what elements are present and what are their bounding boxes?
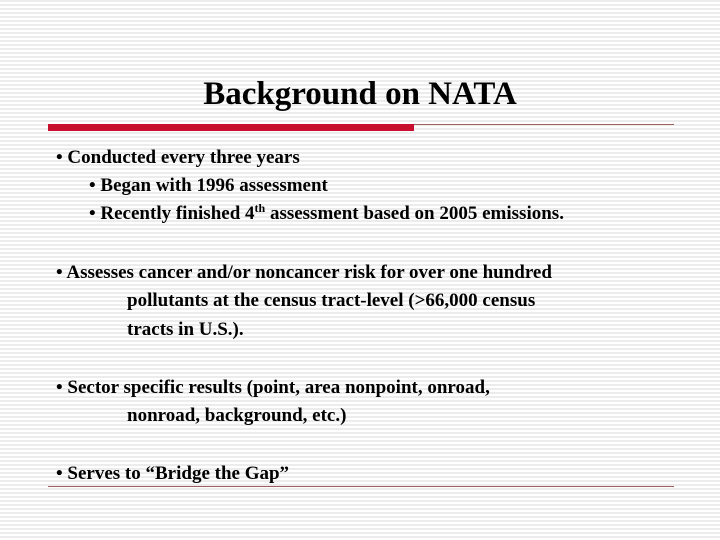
sub-bullet-recently-pre: • Recently finished 4 bbox=[89, 203, 255, 224]
bullet-sector-line2: nonroad, background, etc.) bbox=[127, 405, 347, 426]
slide-title-text: Background on NATA bbox=[203, 76, 517, 112]
sub-bullet-recently bbox=[89, 200, 564, 228]
sub-bullet-began: • Began with 1996 assessment bbox=[89, 175, 328, 196]
bottom-rule bbox=[48, 486, 674, 487]
bullet-serves: • Serves to “Bridge the Gap” bbox=[56, 463, 290, 484]
bullet-sector-line1: • Sector specific results (point, area nonpoint, onroad, bbox=[56, 377, 490, 398]
slide-title bbox=[0, 74, 720, 114]
sub-bullet-recently-post: assessment based on 2005 emissions. bbox=[265, 203, 564, 224]
title-accent-bar bbox=[48, 124, 414, 131]
bullet-assesses-line3: tracts in U.S.). bbox=[127, 319, 244, 340]
ordinal-superscript: th bbox=[254, 201, 266, 215]
bullet-assesses-line2: pollutants at the census tract-level (>66,000 census bbox=[127, 290, 536, 311]
bullet-conducted: • Conducted every three years bbox=[56, 147, 300, 168]
bullet-assesses-line1: • Assesses cancer and/or noncancer risk for over one hundred bbox=[56, 262, 552, 283]
